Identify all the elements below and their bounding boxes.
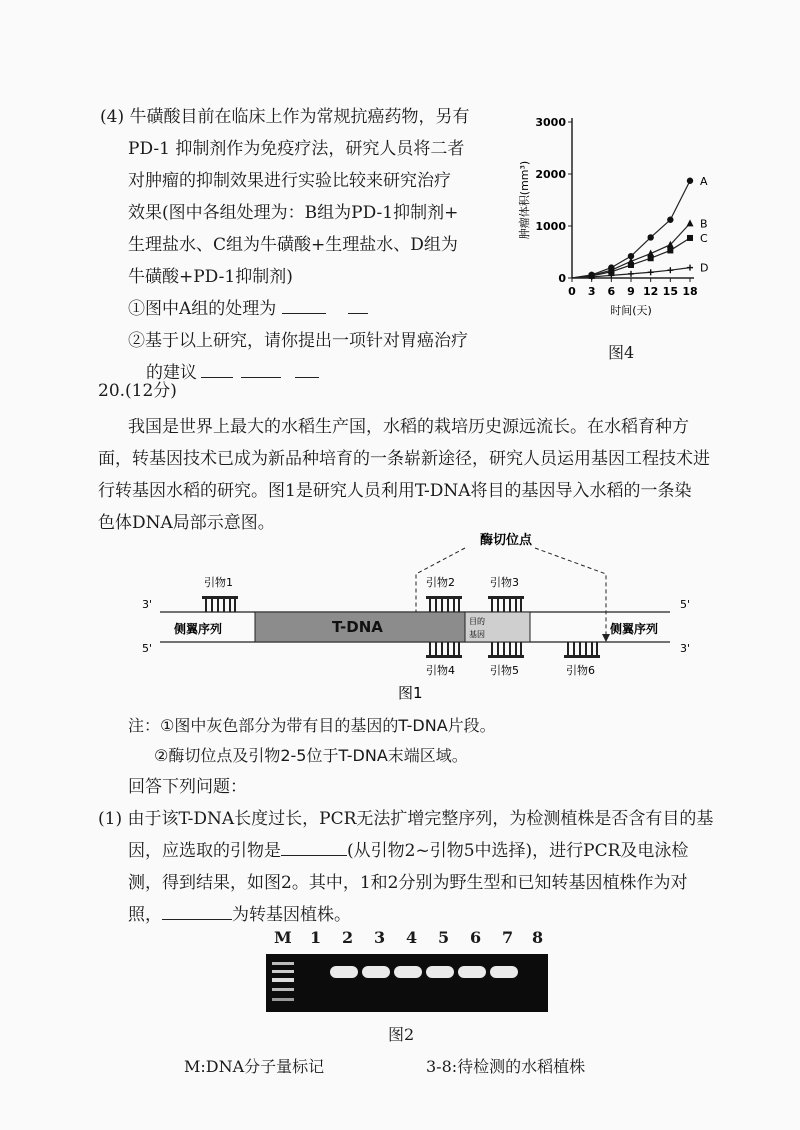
primer-2 — [426, 575, 462, 612]
flank-left-label: 侧翼序列 — [174, 622, 223, 636]
q4-line-1: (4) 牛磺酸目前在临床上作为常规抗癌药物，另有 — [100, 107, 470, 127]
target-gene-label-1: 目的 — [469, 617, 485, 626]
q20-header: 20.(12分) — [98, 381, 177, 401]
answer-prompt: 回答下列问题： — [128, 777, 247, 797]
data-point — [667, 217, 673, 223]
q1-line-2b: (从引物2~引物5中选择)，进行PCR及电泳检 — [347, 841, 689, 861]
q20-intro-2: 面，转基因技术已成为新品种培育的一条崭新途径，研究人员运用基因工程技术进 — [98, 449, 710, 469]
data-point — [628, 262, 634, 268]
q4-sub1 — [128, 294, 368, 324]
ladder-band — [272, 998, 294, 1001]
note-1: 注：①图中灰色部分为带有目的基因的T-DNA片段。 — [128, 716, 496, 735]
gel-lane-labels — [270, 928, 560, 952]
q4-sub1-text: ①图中A组的处理为 — [128, 299, 277, 319]
q1-line-4 — [128, 900, 351, 930]
enzyme-site-label: 酶切位点 — [480, 533, 533, 548]
target-gene-label-2: 基因 — [469, 630, 485, 639]
svg-text:引物5: 引物5 — [490, 664, 519, 677]
series-label: A — [700, 174, 708, 188]
q4-sub2b-text: 的建议 — [146, 363, 197, 383]
answer-blank[interactable] — [282, 295, 326, 314]
x-tick-label: 12 — [643, 285, 659, 298]
q1-line-4b: 为转基因植株。 — [232, 905, 351, 925]
x-tick-label: 6 — [607, 285, 616, 298]
q1-line-2 — [128, 836, 688, 866]
y-tick-label: 0 — [558, 272, 566, 285]
gel-band — [426, 966, 454, 978]
q4-line-3: 对肿瘤的抑制效果进行实验比较来研究治疗 — [128, 171, 451, 191]
answer-blank[interactable] — [295, 359, 319, 378]
lane-label: M — [274, 928, 292, 947]
lane-label: 6 — [470, 928, 482, 947]
ladder-band — [272, 978, 294, 982]
fig4-caption: 图4 — [608, 343, 635, 362]
lane-label: 8 — [532, 928, 544, 947]
gel-band — [362, 966, 390, 978]
gel-image — [266, 954, 548, 1012]
svg-text:引物2: 引物2 — [426, 576, 455, 589]
tumor-volume-chart — [510, 108, 720, 358]
x-tick-label: 3 — [587, 285, 596, 298]
chart-series — [572, 175, 708, 280]
fig2-legend-left: M:DNA分子量标记 — [184, 1057, 325, 1076]
note-2: ②酶切位点及引物2-5位于T-DNA末端区域。 — [154, 746, 468, 765]
strand-bottom-left: 5' — [142, 642, 153, 655]
flank-right-label: 侧翼序列 — [610, 622, 659, 636]
x-axis-label: 时间(天) — [610, 304, 652, 317]
data-point — [667, 247, 673, 253]
ladder-band — [272, 988, 294, 991]
svg-text:引物6: 引物6 — [566, 664, 595, 677]
y-axis-label: 肿瘤体积(mm³) — [518, 160, 531, 240]
answer-blank[interactable] — [162, 901, 232, 920]
data-point — [687, 235, 693, 241]
y-tick-label: 1000 — [535, 220, 566, 233]
ladder-band — [272, 962, 294, 965]
fig2-legend-right: 3-8:待检测的水稻植株 — [426, 1057, 586, 1076]
lane-label: 1 — [310, 928, 322, 947]
answer-blank[interactable] — [201, 359, 233, 378]
strand-top-left: 3' — [142, 598, 153, 611]
series-label: B — [700, 217, 708, 231]
x-tick-label: 18 — [682, 285, 698, 298]
primer-4 — [426, 642, 462, 677]
svg-text:引物3: 引物3 — [490, 576, 519, 589]
x-tick-label: 15 — [662, 285, 678, 298]
data-point — [687, 178, 693, 184]
enzyme-site-arrow-right — [535, 548, 606, 638]
data-point — [647, 234, 653, 240]
q20-intro-4: 色体DNA局部示意图。 — [98, 513, 275, 533]
answer-blank[interactable] — [281, 837, 347, 856]
lane-label: 7 — [502, 928, 514, 947]
chart-axes — [517, 116, 698, 317]
q4-line-5: 生理盐水、C组为牛磺酸+生理盐水、D组为 — [128, 235, 458, 255]
ladder-band — [272, 970, 294, 973]
data-point — [687, 219, 694, 226]
lane-label: 2 — [342, 928, 354, 947]
gel-band — [490, 966, 518, 978]
x-tick-label: 9 — [627, 285, 635, 298]
fig1-caption: 图1 — [398, 684, 423, 702]
gel-band — [458, 966, 486, 978]
answer-blank[interactable] — [348, 295, 368, 314]
gel-band — [330, 966, 358, 978]
q1-line-1: (1) 由于该T-DNA长度过长，PCR无法扩增完整序列，为检测植株是否含有目的基 — [98, 809, 714, 829]
lane-label: 3 — [374, 928, 386, 947]
q20-intro-1: 我国是世界上最大的水稻生产国，水稻的栽培历史源远流长。在水稻育种方 — [128, 417, 689, 437]
primer-5 — [488, 642, 524, 677]
q1-line-2a: 因，应选取的引物是 — [128, 841, 281, 861]
lane-label: 5 — [438, 928, 450, 947]
tdna-label: T-DNA — [332, 618, 383, 636]
lane-label: 4 — [406, 928, 418, 947]
primer-3 — [488, 575, 524, 612]
data-point — [648, 255, 654, 261]
q4-line-4: 效果(图中各组处理为：B组为PD-1抑制剂+ — [128, 203, 459, 223]
q1-line-3: 测，得到结果，如图2。其中，1和2分别为野生型和已知转基因植株作为对 — [128, 873, 688, 893]
x-tick-label: 0 — [568, 285, 576, 298]
primer-6 — [564, 642, 600, 677]
q4-sub2a: ②基于以上研究，请你提出一项针对胃癌治疗 — [128, 331, 468, 351]
svg-text:引物1: 引物1 — [204, 576, 233, 589]
series-label: C — [700, 231, 708, 245]
gel-band — [394, 966, 422, 978]
strand-top-right: 5' — [680, 598, 691, 611]
fig2-caption: 图2 — [388, 1025, 415, 1044]
y-tick-label: 3000 — [535, 116, 566, 129]
q1-line-4a: 照， — [128, 905, 162, 925]
tdna-diagram — [140, 526, 700, 706]
q4-line-6: 牛磺酸+PD-1抑制剂) — [128, 267, 293, 287]
q20-intro-3: 行转基因水稻的研究。图1是研究人员利用T-DNA将目的基因导入水稻的一条染 — [98, 481, 692, 501]
primer-1 — [202, 575, 238, 612]
y-tick-label: 2000 — [535, 168, 566, 181]
strand-bottom-right: 3' — [680, 642, 691, 655]
series-label: D — [700, 261, 709, 275]
svg-text:引物4: 引物4 — [426, 664, 455, 677]
q4-line-2: PD-1 抑制剂作为免疫疗法，研究人员将二者 — [128, 139, 465, 159]
answer-blank[interactable] — [241, 359, 281, 378]
